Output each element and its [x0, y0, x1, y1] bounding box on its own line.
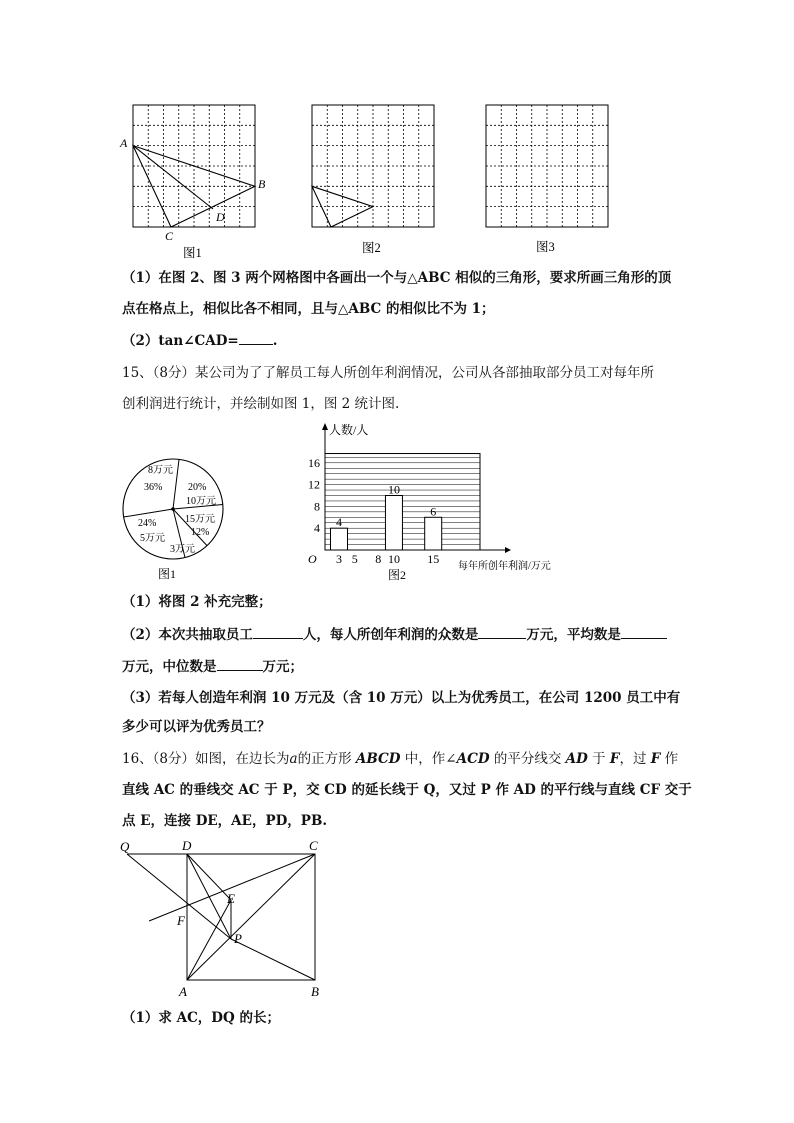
q16-line2: 直线 AC 的垂线交 AC 于 P，交 CD 的延长线于 Q，又过 P 作 AD 的平行线与直线 CF 交于	[122, 782, 692, 798]
q15-q2-a: （2）本次共抽取员工	[122, 627, 253, 643]
q14-part2-suffix: .	[272, 333, 278, 349]
answer-blank[interactable]	[253, 624, 303, 639]
point-e-label: E	[227, 891, 235, 906]
q14-part1: （1）在图 2、图 3 两个网格图中各画出一个与△ABC 相似的三角形，要求所画三角形的顶	[122, 270, 672, 286]
square-geometry-figure	[115, 835, 335, 1003]
y-axis-label: 人数/人	[329, 423, 369, 437]
q16-l1-l: 作	[660, 751, 679, 767]
pie-label-5-pct: 24%	[138, 518, 157, 529]
q16-line1	[122, 749, 678, 769]
figure3-caption: 图3	[536, 240, 555, 254]
pie-label-8-pct: 36%	[144, 482, 163, 493]
q14-part2-prefix: （2）tan∠CAD=	[122, 333, 239, 349]
x-tick-label: 15	[427, 552, 440, 566]
pie-label-15-name: 15万元	[185, 514, 215, 525]
q16-l1-k: F	[650, 751, 661, 767]
point-a-label: A	[179, 984, 187, 999]
q16-l1-j: ，过	[619, 751, 651, 767]
q16-l1-d: 中，作∠	[400, 751, 457, 767]
q15-q2-line2	[122, 656, 303, 677]
bar-value-label: 4	[336, 515, 342, 530]
q15-line2: 创利润进行统计，并绘制如图 1，图 2 统计图.	[122, 396, 400, 412]
figure2-caption: 图2	[362, 241, 381, 255]
point-p-label: P	[234, 931, 242, 946]
point-b-label: B	[311, 984, 319, 999]
q16-var-a: a	[289, 751, 298, 767]
point-c-label: C	[309, 838, 318, 853]
pie-label-5-name: 5万元	[140, 533, 165, 544]
y-tick-label: 8	[314, 499, 320, 514]
pie-label-10-name: 10万元	[186, 496, 216, 507]
answer-blank[interactable]	[478, 624, 526, 639]
y-tick-label: 4	[314, 521, 320, 536]
figure1-grid	[119, 105, 266, 260]
point-d-label: D	[182, 838, 192, 853]
y-tick-label: 16	[308, 455, 320, 470]
x-axis-arrow	[505, 547, 511, 553]
q16-l1-g: AD	[565, 751, 588, 767]
pie-label-3-name: 3万元	[170, 544, 195, 555]
label-a: A	[120, 136, 128, 150]
bar-chart	[298, 420, 563, 582]
x-tick-label: 5	[351, 552, 358, 566]
q16-l1-f: 的平分线交	[489, 751, 566, 767]
bar	[385, 496, 402, 551]
q15-q2-b: 人，每人所创年利润的众数是	[302, 627, 479, 643]
bar	[425, 517, 442, 550]
pie-label-8-name: 8万元	[148, 465, 173, 476]
y-axis-arrow	[322, 423, 328, 430]
y-tick-label: 12	[308, 477, 320, 492]
origin-label: O	[308, 552, 317, 566]
q15-q2-d: 万元，中位数是	[122, 659, 217, 675]
q15-q2-line1	[122, 624, 667, 645]
x-tick-label: 3	[336, 552, 342, 566]
pie-label-10-pct: 20%	[188, 482, 207, 493]
pie-caption: 图1	[158, 567, 177, 581]
x-tick-label: 10	[387, 552, 400, 566]
q16-l1-c: ABCD	[355, 751, 401, 767]
bar-value-label: 6	[430, 504, 437, 519]
q15-q1: （1）将图 2 补充完整；	[122, 594, 272, 610]
label-c: C	[165, 229, 174, 243]
bar-marks	[331, 483, 442, 567]
figure2-grid	[312, 105, 434, 255]
figure1-caption: 图1	[183, 246, 202, 260]
q15-q2-e: 万元；	[262, 659, 303, 675]
q16-l1-i: F	[609, 751, 620, 767]
grid-figures-row	[110, 98, 610, 260]
q14-part1-cont: 点在格点上，相似比各不相同，且与△ABC 的相似比不为 1；	[122, 301, 495, 317]
answer-blank[interactable]	[621, 624, 667, 639]
label-b: B	[258, 177, 266, 191]
q15-q3-line1: （3）若每人创造年利润 10 万元及（含 10 万元）以上为优秀员工，在公司 1200 员工中有	[122, 690, 681, 706]
bar-value-label: 10	[387, 482, 400, 497]
q16-l1-e: ACD	[456, 751, 490, 767]
x-axis-label: 每年所创年利润/万元	[458, 561, 551, 572]
pie-label-15-pct: 12%	[191, 527, 210, 538]
point-q-label: Q	[120, 839, 130, 854]
q15-q2-c: 万元，平均数是	[526, 627, 621, 643]
q16-l1-h: 于	[587, 751, 610, 767]
bar	[331, 528, 348, 550]
figure3-grid	[486, 105, 608, 254]
point-f-label: F	[177, 913, 185, 928]
answer-blank[interactable]	[217, 656, 263, 671]
x-tick-label: 8	[375, 552, 382, 566]
bar-caption: 图2	[388, 568, 407, 582]
q16-line3: 点 E，连接 DE，AE，PD，PB.	[122, 813, 328, 829]
q16-q1: （1）求 AC，DQ 的长；	[122, 1010, 280, 1026]
q14-part2	[122, 330, 277, 351]
answer-blank[interactable]	[239, 330, 273, 345]
q16-l1-b: 的正方形	[297, 751, 356, 767]
pie-chart	[118, 450, 228, 585]
q15-line1: 15、（8分）某公司为了了解员工每人所创年利润情况，公司从各部抽取部分员工对每年所	[122, 365, 655, 381]
q15-q3-line2: 多少可以评为优秀员工？	[122, 719, 271, 735]
label-d: D	[216, 210, 225, 224]
q16-l1-a: 16、（8分）如图，在边长为	[122, 751, 290, 767]
